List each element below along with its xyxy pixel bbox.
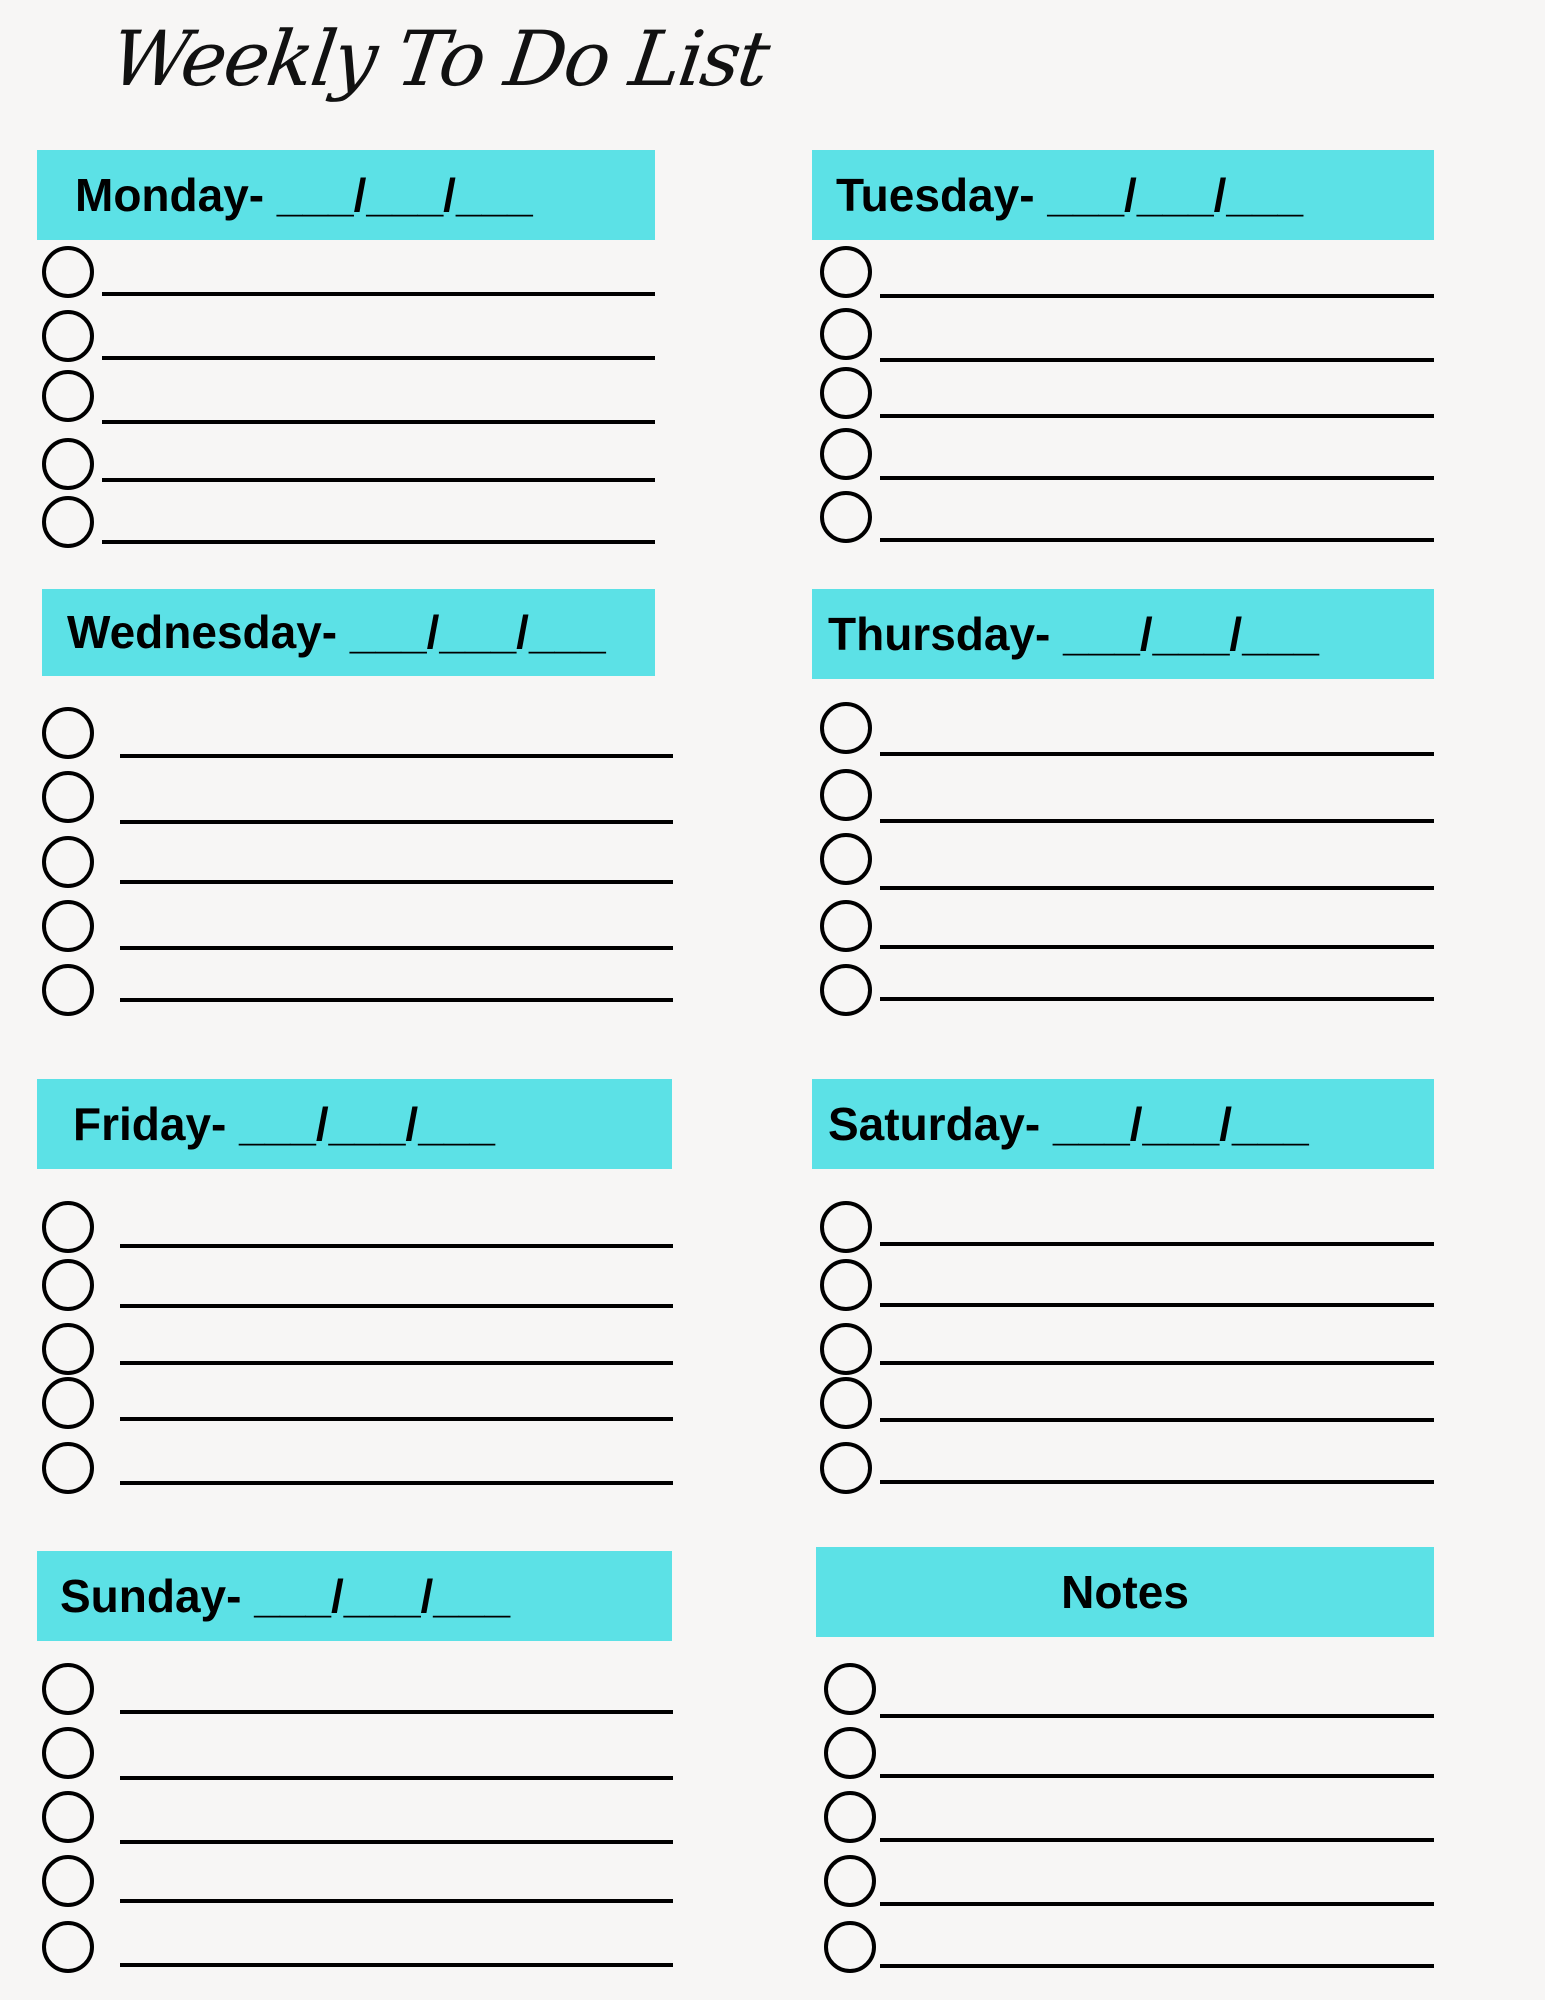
writing-line-monday-4[interactable] — [102, 478, 655, 482]
checkbox-notes-1[interactable] — [824, 1663, 876, 1715]
checkbox-thursday-3[interactable] — [820, 833, 872, 885]
writing-line-sunday-4[interactable] — [120, 1899, 673, 1903]
writing-line-friday-3[interactable] — [120, 1361, 673, 1365]
header-label-tuesday: Tuesday- ___/___/___ — [836, 169, 1304, 221]
checkbox-tuesday-3[interactable] — [820, 367, 872, 419]
writing-line-saturday-3[interactable] — [880, 1361, 1434, 1365]
writing-line-saturday-5[interactable] — [880, 1480, 1434, 1484]
checkbox-friday-3[interactable] — [42, 1323, 94, 1375]
writing-line-tuesday-3[interactable] — [880, 414, 1434, 418]
header-notes — [816, 1547, 1434, 1637]
checkbox-monday-4[interactable] — [42, 438, 94, 490]
header-label-wednesday: Wednesday- ___/___/___ — [67, 606, 606, 658]
header-monday — [37, 150, 655, 240]
checkbox-wednesday-3[interactable] — [42, 836, 94, 888]
header-tuesday — [812, 150, 1434, 240]
writing-line-thursday-2[interactable] — [880, 819, 1434, 823]
checkbox-friday-5[interactable] — [42, 1442, 94, 1494]
header-label-friday: Friday- ___/___/___ — [73, 1098, 495, 1150]
writing-line-tuesday-5[interactable] — [880, 538, 1434, 542]
writing-line-saturday-4[interactable] — [880, 1418, 1434, 1422]
writing-line-notes-4[interactable] — [880, 1902, 1434, 1906]
checkbox-sunday-4[interactable] — [42, 1855, 94, 1907]
checkbox-friday-4[interactable] — [42, 1377, 94, 1429]
checkbox-tuesday-1[interactable] — [820, 246, 872, 298]
writing-line-wednesday-3[interactable] — [120, 880, 673, 884]
header-friday — [37, 1079, 672, 1169]
checkbox-monday-2[interactable] — [42, 310, 94, 362]
header-label-thursday: Thursday- ___/___/___ — [828, 608, 1319, 660]
writing-line-thursday-4[interactable] — [880, 945, 1434, 949]
writing-line-friday-5[interactable] — [120, 1481, 673, 1485]
writing-line-sunday-2[interactable] — [120, 1776, 673, 1780]
checkbox-wednesday-4[interactable] — [42, 900, 94, 952]
writing-line-friday-2[interactable] — [120, 1304, 673, 1308]
writing-line-monday-5[interactable] — [102, 540, 655, 544]
writing-line-tuesday-4[interactable] — [880, 476, 1434, 480]
checkbox-thursday-5[interactable] — [820, 964, 872, 1016]
writing-line-wednesday-5[interactable] — [120, 998, 673, 1002]
checkbox-friday-2[interactable] — [42, 1259, 94, 1311]
checkbox-notes-4[interactable] — [824, 1855, 876, 1907]
checkbox-friday-1[interactable] — [42, 1201, 94, 1253]
checkbox-saturday-5[interactable] — [820, 1442, 872, 1494]
checkbox-sunday-5[interactable] — [42, 1921, 94, 1973]
writing-line-wednesday-2[interactable] — [120, 820, 673, 824]
writing-line-notes-3[interactable] — [880, 1838, 1434, 1842]
writing-line-sunday-1[interactable] — [120, 1710, 673, 1714]
header-thursday — [812, 589, 1434, 679]
writing-line-sunday-5[interactable] — [120, 1963, 673, 1967]
checkbox-tuesday-4[interactable] — [820, 428, 872, 480]
header-sunday — [37, 1551, 672, 1641]
header-label-monday: Monday- ___/___/___ — [75, 169, 533, 221]
writing-line-saturday-2[interactable] — [880, 1303, 1434, 1307]
writing-line-wednesday-1[interactable] — [120, 754, 673, 758]
checkbox-thursday-2[interactable] — [820, 769, 872, 821]
writing-line-tuesday-1[interactable] — [880, 294, 1434, 298]
writing-line-tuesday-2[interactable] — [880, 358, 1434, 362]
checkbox-thursday-1[interactable] — [820, 702, 872, 754]
checkbox-sunday-2[interactable] — [42, 1727, 94, 1779]
checkbox-saturday-4[interactable] — [820, 1377, 872, 1429]
checkbox-thursday-4[interactable] — [820, 900, 872, 952]
writing-line-notes-1[interactable] — [880, 1714, 1434, 1718]
checkbox-notes-3[interactable] — [824, 1791, 876, 1843]
writing-line-thursday-5[interactable] — [880, 997, 1434, 1001]
checkbox-wednesday-1[interactable] — [42, 707, 94, 759]
header-wednesday — [42, 589, 655, 676]
checkbox-saturday-2[interactable] — [820, 1259, 872, 1311]
header-label-saturday: Saturday- ___/___/___ — [828, 1098, 1309, 1150]
writing-line-sunday-3[interactable] — [120, 1840, 673, 1844]
header-saturday — [812, 1079, 1434, 1169]
checkbox-notes-5[interactable] — [824, 1921, 876, 1973]
writing-line-monday-3[interactable] — [102, 420, 655, 424]
checkbox-sunday-3[interactable] — [42, 1791, 94, 1843]
writing-line-monday-1[interactable] — [102, 292, 655, 296]
writing-line-monday-2[interactable] — [102, 356, 655, 360]
checkbox-monday-3[interactable] — [42, 370, 94, 422]
writing-line-saturday-1[interactable] — [880, 1242, 1434, 1246]
writing-line-wednesday-4[interactable] — [120, 946, 673, 950]
checkbox-sunday-1[interactable] — [42, 1663, 94, 1715]
page-title: Weekly To Do List — [105, 14, 774, 103]
writing-line-friday-1[interactable] — [120, 1244, 673, 1248]
checkbox-wednesday-5[interactable] — [42, 964, 94, 1016]
checkbox-saturday-3[interactable] — [820, 1323, 872, 1375]
writing-line-thursday-1[interactable] — [880, 752, 1434, 756]
header-label-sunday: Sunday- ___/___/___ — [60, 1570, 511, 1622]
checkbox-saturday-1[interactable] — [820, 1201, 872, 1253]
writing-line-thursday-3[interactable] — [880, 886, 1434, 890]
header-label-notes: Notes — [1061, 1566, 1189, 1618]
writing-line-notes-5[interactable] — [880, 1964, 1434, 1968]
writing-line-friday-4[interactable] — [120, 1417, 673, 1421]
checkbox-notes-2[interactable] — [824, 1727, 876, 1779]
checkbox-tuesday-5[interactable] — [820, 491, 872, 543]
checkbox-wednesday-2[interactable] — [42, 771, 94, 823]
checkbox-monday-1[interactable] — [42, 246, 94, 298]
checkbox-monday-5[interactable] — [42, 496, 94, 548]
writing-line-notes-2[interactable] — [880, 1774, 1434, 1778]
checkbox-tuesday-2[interactable] — [820, 308, 872, 360]
